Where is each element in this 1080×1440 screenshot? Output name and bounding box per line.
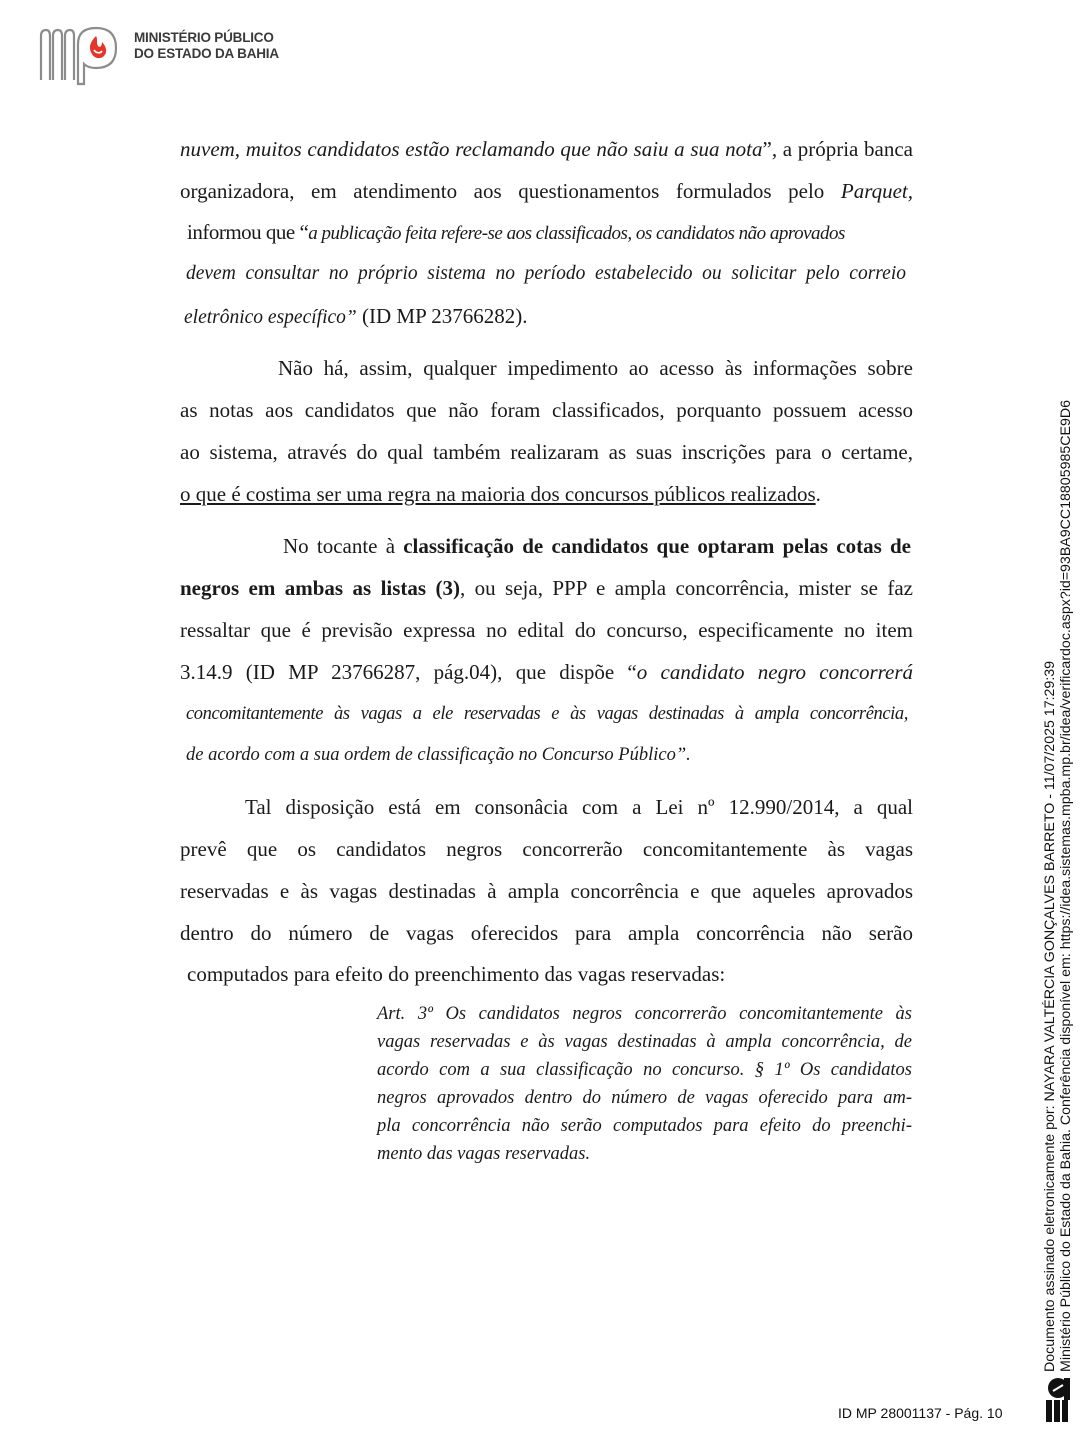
p3-line-5: concomitantemente às vagas a ele reservadas e às vagas destinadas à ampla concorrência,	[186, 704, 908, 724]
quote-line: pla concorrência não serão computados para efeito do preenchi-	[377, 1116, 912, 1136]
quote-line: mento das vagas reservadas.	[377, 1144, 591, 1164]
signature-stamp	[1042, 372, 1074, 1372]
p4-line-5: computados para efeito do preenchimento das vagas reservadas:	[187, 962, 726, 986]
verification-line[interactable]: Ministério Público do Estado da Bahia. Conferência disponível em: https://idea.sistemas.mpba.mp.br/idea/verificardoc.aspx?id=93BA9CC18805985CE9D6	[1058, 400, 1074, 1372]
quote-line: Art. 3º Os candidatos negros concorrerão concomitantemente às	[377, 1004, 912, 1024]
p3-line-1: No tocante à classificação de candidatos que optaram pelas cotas de	[283, 534, 911, 558]
p1-line-4: devem consultar no próprio sistema no período estabelecido ou solicitar pelo correio	[186, 263, 906, 284]
mp-logo-icon	[38, 22, 120, 86]
p4-line-4: dentro do número de vagas oferecidos para ampla concorrência não serão	[180, 921, 913, 945]
p3-line-2: negros em ambas as listas (3), ou seja, PPP e ampla concorrência, mister se faz	[180, 576, 913, 600]
p1-line-3: informou que “a publicação feita refere-se aos classificados, os candidatos não aprovados	[187, 220, 845, 244]
p3-line-4: 3.14.9 (ID MP 23766287, pág.04), que dispõe “o candidato negro concorrerá	[180, 660, 914, 684]
org-name-line2: DO ESTADO DA BAHIA	[134, 46, 279, 61]
p4-line-2: prevê que os candidatos negros concorrerão concomitantemente às vagas	[180, 837, 913, 861]
p2-line-1: Não há, assim, qualquer impedimento ao acesso às informações sobre	[278, 356, 913, 380]
p2-line-3: ao sistema, através do qual também realizaram as suas inscrições para o certame,	[180, 440, 913, 464]
quote-line: negros aprovados dentro do número de vagas oferecido para am-	[377, 1088, 912, 1108]
p3-line-6: de acordo com a sua ordem de classificação no Concurso Público”.	[186, 745, 691, 765]
p2-line-2: as notas aos candidatos que não foram classificados, porquanto possuem acesso	[180, 398, 913, 422]
p1-line-5: eletrônico específico” (ID MP 23766282).	[184, 304, 528, 328]
quote-line: acordo com a sua classificação no concurso. § 1º Os candidatos	[377, 1060, 912, 1080]
org-name-line1: MINISTÉRIO PÚBLICO	[134, 30, 274, 45]
mp-stamp-logo-icon	[1044, 1376, 1074, 1426]
p1-line-2: organizadora, em atendimento aos questionamentos formulados pelo Parquet,	[180, 179, 914, 203]
page-id-footer: ID MP 28001137 - Pág. 10	[838, 1405, 1003, 1421]
p4-line-3: reservadas e às vagas destinadas à ampla concorrência e que aqueles aprovados	[180, 879, 913, 903]
p3-line-3: ressaltar que é previsão expressa no edital do concurso, especificamente no item	[180, 618, 913, 642]
quote-line: vagas reservadas e às vagas destinadas à ampla concorrência, de	[377, 1032, 912, 1052]
p2-line-4: o que é costima ser uma regra na maioria dos concursos públicos realizados.	[180, 482, 821, 506]
org-logo	[38, 22, 298, 86]
p1-line-1: nuvem, muitos candidatos estão reclamando que não saiu a sua nota”, a própria banca	[180, 137, 913, 161]
p4-line-1: Tal disposição está em consonâcia com a Lei nº 12.990/2014, a qual	[245, 795, 913, 819]
signature-line: Documento assinado eletronicamente por: NAYARA VALTÉRCIA GONÇALVES BARRETO - 11/07/2025 17:29:39	[1042, 660, 1058, 1372]
